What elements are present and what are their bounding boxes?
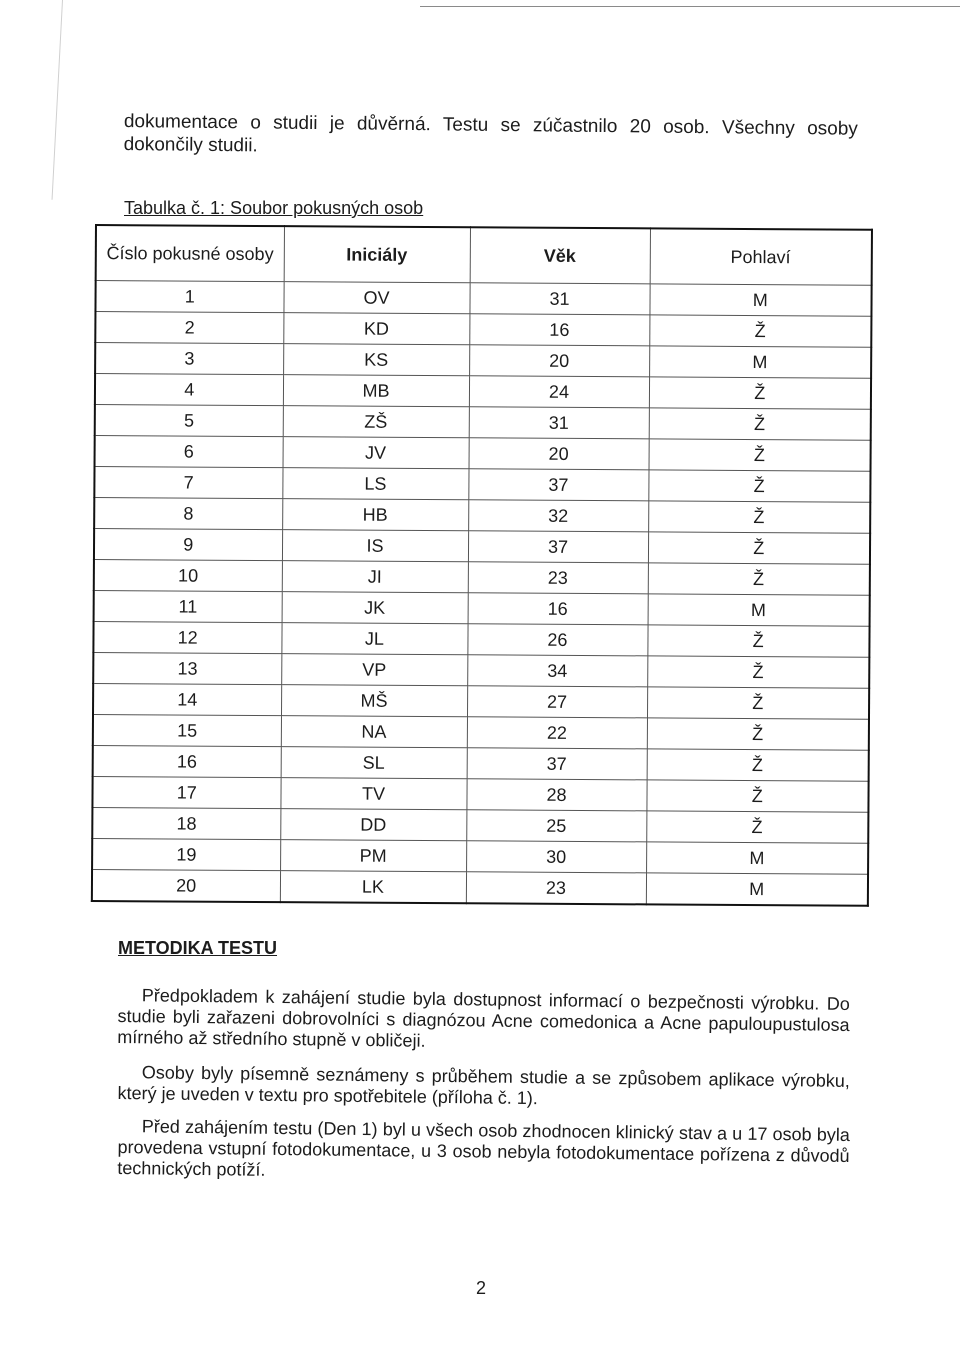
table-header-row: [96, 225, 872, 285]
table-row: [95, 312, 871, 348]
cell-sex: M: [646, 873, 868, 906]
cell-sex: Ž: [648, 470, 870, 502]
cell-age: 28: [466, 779, 646, 811]
cell-sex: Ž: [647, 687, 869, 719]
table-row: [94, 529, 870, 565]
cell-subject-number: 1: [95, 281, 283, 313]
cell-initials: JL: [281, 623, 467, 655]
cell-subject-number: 6: [95, 436, 283, 468]
cell-subject-number: 15: [93, 714, 281, 746]
cell-age: 16: [469, 314, 649, 346]
cell-sex: Ž: [647, 625, 869, 657]
table-row: [94, 559, 870, 595]
cell-initials: JI: [282, 561, 468, 593]
cell-age: 23: [468, 562, 648, 594]
cell-age: 30: [466, 841, 646, 873]
cell-age: 37: [467, 748, 647, 780]
cell-sex: M: [648, 594, 870, 626]
cell-initials: MŠ: [281, 685, 467, 717]
table-row: [93, 714, 869, 750]
cell-age: 32: [468, 500, 648, 532]
cell-age: 16: [468, 593, 648, 625]
cell-subject-number: 13: [93, 652, 281, 684]
page-number: 2: [476, 1278, 487, 1298]
subjects-table: [91, 224, 873, 907]
cell-subject-number: 2: [95, 312, 283, 344]
table-row: [95, 405, 871, 441]
cell-sex: M: [646, 842, 868, 874]
cell-sex: Ž: [649, 439, 871, 471]
cell-initials: KD: [283, 313, 469, 345]
cell-age: 37: [468, 469, 648, 501]
cell-age: 25: [466, 810, 646, 842]
cell-age: 23: [466, 872, 646, 905]
cell-sex: M: [649, 284, 871, 316]
cell-sex: Ž: [646, 780, 868, 812]
cell-initials: SL: [281, 747, 467, 779]
cell-age: 20: [469, 438, 649, 470]
cell-subject-number: 14: [93, 683, 281, 715]
cell-subject-number: 16: [93, 745, 281, 777]
cell-initials: HB: [282, 499, 468, 531]
cell-sex: Ž: [647, 749, 869, 781]
cell-initials: TV: [280, 778, 466, 810]
table-row: [92, 869, 868, 905]
cell-subject-number: 18: [92, 807, 280, 839]
table-row: [95, 374, 871, 410]
cell-initials: LK: [280, 871, 466, 904]
scan-edge-line: [52, 0, 63, 200]
cell-initials: IS: [282, 530, 468, 562]
cell-initials: JK: [282, 592, 468, 624]
cell-initials: MB: [283, 375, 469, 407]
cell-subject-number: 10: [94, 559, 282, 591]
cell-age: 24: [469, 376, 649, 408]
method-paragraph-3: Před zahájením testu (Den 1) byl u všech osob zhodnocen klinický stav a u 17 osob byla provedena vstupní fotodokumentace, u 3 osob nebyla fotodokumentace pořízena z důvodů technických potíží.: [117, 1116, 850, 1180]
cell-sex: Ž: [649, 408, 871, 440]
scan-top-rule: [420, 6, 960, 7]
cell-initials: VP: [281, 654, 467, 686]
header-sex: Pohlaví: [650, 228, 872, 285]
cell-initials: KS: [283, 344, 469, 376]
header-subject-number: Číslo pokusné osoby: [96, 225, 284, 282]
table-row: [94, 498, 870, 534]
cell-initials: ZŠ: [283, 406, 469, 438]
table-row: [93, 621, 869, 657]
cell-subject-number: 8: [94, 498, 282, 530]
cell-age: 22: [467, 717, 647, 749]
table-row: [94, 467, 870, 503]
cell-age: 37: [468, 531, 648, 563]
cell-age: 20: [469, 345, 649, 377]
cell-initials: PM: [280, 840, 466, 872]
cell-initials: JV: [283, 437, 469, 469]
table-row: [95, 436, 871, 472]
cell-subject-number: 3: [95, 343, 283, 375]
table-row: [93, 683, 869, 719]
cell-sex: Ž: [648, 563, 870, 595]
cell-age: 34: [467, 655, 647, 687]
cell-sex: M: [649, 346, 871, 378]
cell-sex: Ž: [647, 718, 869, 750]
section-heading: METODIKA TESTU: [118, 938, 278, 958]
cell-subject-number: 17: [92, 776, 280, 808]
cell-age: 27: [467, 686, 647, 718]
header-age: Věk: [470, 227, 650, 284]
header-initials: Iniciály: [284, 226, 470, 283]
table-row: [93, 745, 869, 781]
table-row: [92, 807, 868, 843]
cell-initials: LS: [282, 468, 468, 500]
cell-subject-number: 12: [93, 621, 281, 653]
cell-sex: Ž: [648, 501, 870, 533]
table-row: [95, 281, 871, 317]
cell-subject-number: 11: [94, 590, 282, 622]
table-caption: Tabulka č. 1: Soubor pokusných osob: [124, 198, 424, 218]
table-row: [95, 343, 871, 379]
method-paragraph-1: Předpokladem k zahájení studie byla dostupnost informací o bezpečnosti výrobku. Do studie byli zařazeni dobrovolníci s diagnózou Acne comedonica a Acne papuloupustulosa mírného až středního stupně v obličeji.: [117, 985, 850, 1051]
table-body: [92, 281, 872, 906]
cell-age: 26: [467, 624, 647, 656]
cell-subject-number: 5: [95, 405, 283, 437]
cell-subject-number: 7: [94, 467, 282, 499]
method-paragraph-2: Osoby byly písemně seznámeny s průběhem studie a se způsobem aplikace výrobku, který je uveden v textu pro spotřebitele (příloha č. 1).: [117, 1062, 850, 1109]
cell-initials: NA: [281, 716, 467, 748]
cell-subject-number: 19: [92, 838, 280, 870]
table-row: [93, 652, 869, 688]
table-row: [92, 776, 868, 812]
cell-age: 31: [469, 407, 649, 439]
cell-sex: Ž: [647, 656, 869, 688]
cell-age: 31: [469, 283, 649, 315]
cell-subject-number: 4: [95, 374, 283, 406]
cell-sex: Ž: [649, 315, 871, 347]
cell-initials: DD: [280, 809, 466, 841]
cell-sex: Ž: [648, 532, 870, 564]
table-row: [92, 838, 868, 874]
intro-paragraph: dokumentace o studii je důvěrná. Testu se zúčastnilo 20 osob. Všechny osoby dokončily studii.: [123, 110, 858, 157]
cell-initials: OV: [283, 282, 469, 314]
cell-sex: Ž: [646, 811, 868, 843]
cell-sex: Ž: [649, 377, 871, 409]
table-row: [94, 590, 870, 626]
cell-subject-number: 9: [94, 529, 282, 561]
cell-subject-number: 20: [92, 869, 280, 902]
